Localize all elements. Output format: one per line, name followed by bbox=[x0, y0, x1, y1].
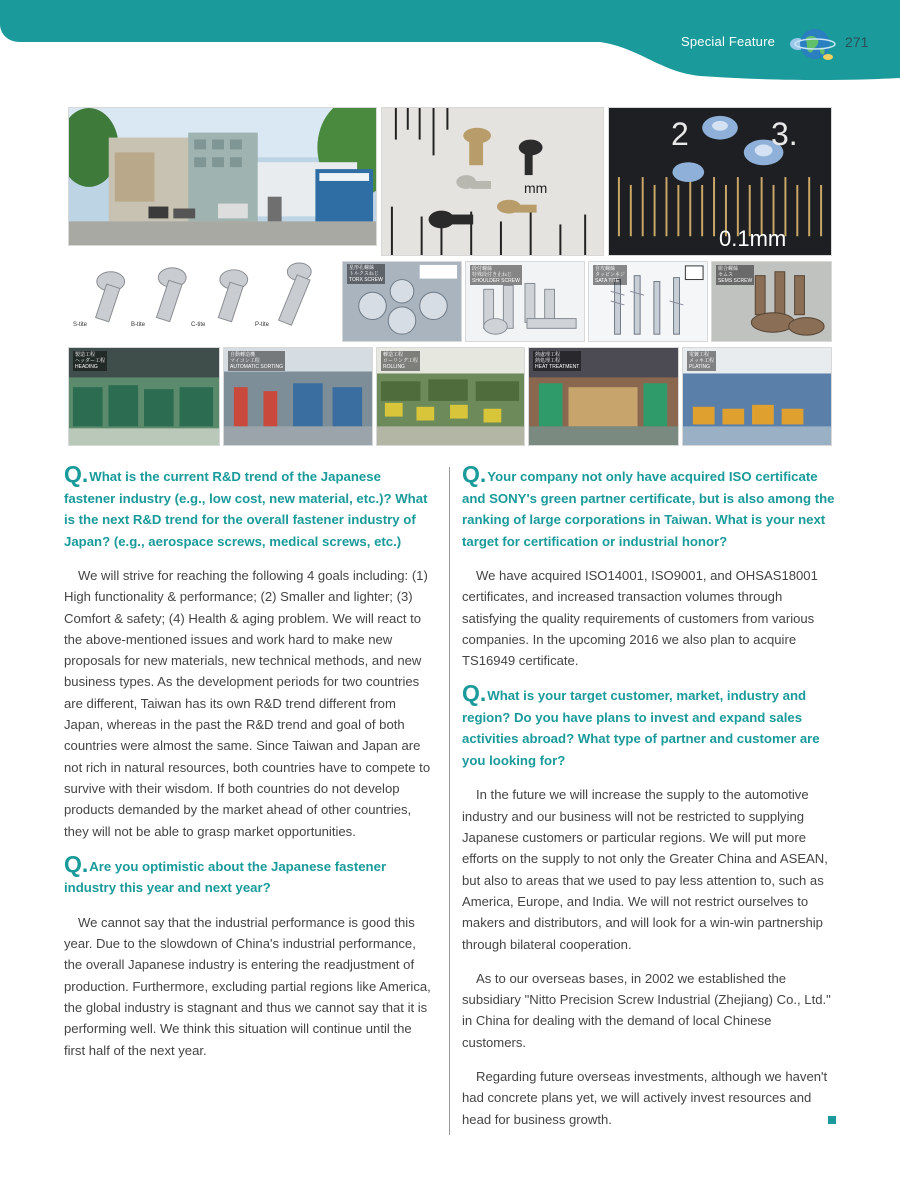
section-label: Special Feature bbox=[681, 34, 776, 49]
heading-tag: 製造工程 ヘッダー工程 HEADING bbox=[75, 352, 106, 370]
answer-certification: We have acquired ISO14001, ISO9001, and OHSAS18001 certificates, and increased transaction volumes through satisfying the quality requirements of customers from various companies. In the upcoming 2016 we also plan to acquire TS16949 certificate. bbox=[462, 568, 818, 669]
tapping-screws-photo bbox=[68, 261, 337, 342]
heat-tag: 熱處理工程 熱処理工程 HEAT TREATMENT bbox=[535, 352, 580, 370]
rolling-tag: 轉造工程 ローリング工程 ROLLING bbox=[383, 352, 418, 370]
question-text: Are you optimistic about the Japanese fastener industry this year and next year? bbox=[64, 858, 387, 896]
answer-outlook: We cannot say that the industrial performance is good this year. Due to the slowdown of China's industrial performance, the overall Japanese industry is entering the readjustment of production. Furthermore, excluding partial regions like America, the global industry is stagnant and thus we cannot say that it is performing well. We think this situation will continue until the first half of the next year. bbox=[64, 914, 431, 1058]
question-certification bbox=[462, 461, 836, 552]
answer-future-investment bbox=[462, 1066, 836, 1130]
ctite-label: C-tite bbox=[191, 322, 206, 328]
answer-overseas-bases: As to our overseas bases, in 2002 we established the subsidiary "Nitto Precision Screw Industrial (Zhejiang) Co., Ltd." in China for dealing with the demand of local Chinese customers. bbox=[462, 970, 831, 1050]
plating-process-photo bbox=[682, 347, 832, 446]
automatic-process-photo bbox=[223, 347, 373, 446]
answer-target-customer: In the future we will increase the supply to the automotive industry and our business will not be restricted to supplying Japanese customers or particular regions. We will put more efforts on the supply to not only the Greater China and ASEAN, but also to areas that we used to pay less attention to, such as America, Europe, and India. We will not restrict ourselves to makers and distributors, and will look for a win-win partnership through bilateral cooperation. bbox=[462, 787, 828, 952]
stite-label: S-tite bbox=[73, 322, 88, 328]
globe-icon bbox=[790, 24, 836, 64]
q-mark: Q. bbox=[64, 850, 89, 877]
question-text: Your company not only have acquired ISO certificate and SONY's green partner certificate, but is also among the ranking of large corporations in Taiwan. What is your next target for certification or industrial honor? bbox=[462, 469, 835, 549]
shoulder-tag: 段付螺絲 特殊段付き止ねじ SHOULDER SCREW bbox=[472, 266, 520, 284]
q-mark: Q. bbox=[462, 461, 487, 487]
sata-tite-photo bbox=[588, 261, 708, 342]
screws-mm-photo bbox=[381, 107, 604, 256]
shoulder-screw-photo bbox=[465, 261, 585, 342]
torx-tag: 星形孔螺絲 トルクスねじ TORX SCREW bbox=[349, 265, 383, 283]
btite-label: B-tite bbox=[131, 322, 146, 328]
column-divider bbox=[449, 467, 450, 1135]
question-rd-trend bbox=[64, 461, 432, 552]
right-column bbox=[462, 461, 836, 1143]
screws-tenth-mm-photo bbox=[608, 107, 832, 256]
question-text: What is your target customer, market, industry and region? Do you have plans to invest and expand sales activities abroad? What type of partner and customer are you looking for? bbox=[462, 688, 820, 768]
page-number: 271 bbox=[845, 34, 869, 50]
torx-screw-photo bbox=[342, 261, 462, 342]
sems-screw-photo bbox=[711, 261, 832, 342]
answer-rd-trend: We will strive for reaching the following 4 goals including: (1) High functionality & performance; (2) Smaller and lighter; (3) Comfort & safety; (4) Health & aging problem. We will react to the above-mentioned issues and work hard to make new proposals for new materials, new technical methods, and new business types. As the development periods for two countries are different, Taiwan has its own R&D trend different from Japan, whereas in the past the R&D trend and goal of both countries were almost the same. Since Taiwan and Japan are not rich in natural resources, both countries have to compete to survive with their wisdom. If both countries do not develop products demanded by the market ahead of other countries, they will not be able to grasp market opportunities. bbox=[64, 568, 431, 839]
question-outlook bbox=[64, 850, 432, 899]
end-mark-icon bbox=[828, 1116, 836, 1124]
rolling-process-photo bbox=[376, 347, 525, 446]
mm-label: mm bbox=[524, 180, 548, 196]
factory-photo bbox=[68, 107, 377, 246]
sems-tag: 組合螺絲 セムス SEMS SCREW bbox=[718, 266, 753, 284]
heat-treatment-photo bbox=[528, 347, 679, 446]
tenth-label-mm: 0.1mm bbox=[719, 226, 787, 251]
tenth-label-3: 3. bbox=[771, 116, 798, 152]
automatic-tag: 自動轉造機 マイコン工程 AUTOMATIC SORTING bbox=[230, 352, 284, 370]
tenth-label-2: 2 bbox=[671, 116, 689, 152]
heading-process-photo bbox=[68, 347, 220, 446]
left-column bbox=[64, 461, 432, 1074]
question-target-customer bbox=[462, 680, 836, 771]
q-mark: Q. bbox=[64, 461, 89, 487]
question-text: What is the current R&D trend of the Japanese fastener industry (e.g., low cost, new material, etc.)? What is the next R&D trend for the overall fastener industry of Japan? (e.g., aerospace screws, medical screws, etc.) bbox=[64, 469, 428, 549]
q-mark: Q. bbox=[462, 680, 487, 707]
answer-future-text: Regarding future overseas investments, although we haven't had concrete plans yet, we will actively invest resources and head for business growth. bbox=[462, 1069, 828, 1127]
plating-tag: 電鍍工程 メッキ工程 PLATING bbox=[689, 352, 715, 370]
sata-tag: 自攻螺絲 タッピンネジ SATA TITE bbox=[595, 266, 625, 284]
ptite-label: P-tite bbox=[255, 322, 270, 328]
